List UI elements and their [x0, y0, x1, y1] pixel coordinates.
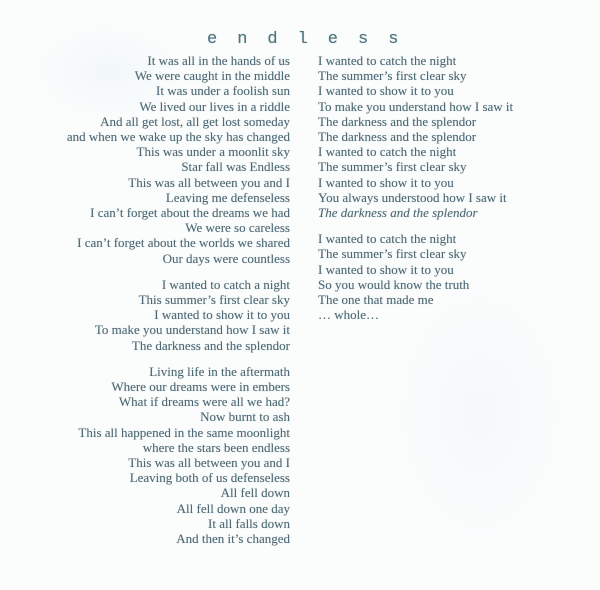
lyric-line: And then it’s changed: [176, 531, 290, 547]
lyric-line: The darkness and the splendor: [131, 337, 290, 353]
lyric-line: I wanted to show it to you: [318, 174, 454, 190]
lyric-line: Star fall was Endless: [181, 159, 290, 175]
lyric-line: and when we wake up the sky has changed: [66, 129, 290, 145]
lyric-line: I can’t forget about the worlds we shared: [77, 235, 290, 251]
lyric-line: The one that made me: [318, 292, 434, 308]
lyric-line: I can’t forget about the dreams we had: [90, 205, 290, 221]
lyric-line: Our days were countless: [162, 250, 290, 266]
lyric-line: I wanted to catch the night: [318, 53, 457, 68]
lyric-line: So you would know the truth: [318, 276, 470, 292]
lyric-line: To make you understand how I saw it: [94, 322, 290, 338]
lyric-line: The summer’s first clear sky: [318, 246, 467, 262]
lyric-line: The summer’s first clear sky: [318, 68, 467, 84]
lyric-line: I wanted to catch the night: [318, 231, 457, 247]
lyric-line: It was under a foolish sun: [156, 83, 290, 99]
lyrics-column-right: [318, 53, 590, 333]
lyric-line: I wanted to show it to you: [318, 261, 454, 277]
lyric-line: Leaving both of us defenseless: [129, 470, 290, 486]
lyrics-stanza: [20, 364, 290, 546]
lyric-line: All fell down: [220, 485, 290, 501]
lyric-line: All fell down one day: [176, 500, 290, 516]
lyric-line: This summer’s first clear sky: [138, 292, 290, 308]
lyric-line: I wanted to show it to you: [318, 83, 454, 99]
lyric-line: The darkness and the splendor: [318, 129, 477, 145]
lyric-line: Leaving me defenseless: [165, 189, 290, 205]
lyric-line: I wanted to catch the night: [318, 144, 457, 160]
page-title: endless: [207, 30, 419, 49]
lyrics-stanza: [318, 231, 590, 322]
lyric-line: I wanted to catch a night: [161, 276, 290, 292]
lyric-line: We were caught in the middle: [134, 68, 290, 84]
lyric-line: What if dreams were all we had?: [118, 394, 290, 410]
lyric-line: Where our dreams were in embers: [111, 379, 290, 395]
lyric-line: I wanted to show it to you: [154, 307, 290, 323]
lyric-line: We were so careless: [185, 220, 290, 236]
lyric-line: This was under a moonlit sky: [136, 144, 290, 160]
lyric-line: This all happened in the same moonlight: [78, 424, 290, 440]
lyrics-stanza: [20, 277, 290, 353]
lyric-line: It was all in the hands of us: [147, 53, 290, 68]
lyric-line: This was all between you and I: [128, 455, 290, 471]
lyrics-column-left: [20, 53, 290, 557]
lyric-line: Now burnt to ash: [200, 409, 290, 425]
lyrics-stanza: [318, 53, 590, 220]
lyric-line: You always understood how I saw it: [318, 189, 507, 205]
lyric-line: The darkness and the splendor: [318, 205, 478, 221]
lyrics-stanza: [20, 53, 290, 266]
lyric-line: The darkness and the splendor: [318, 113, 477, 129]
lyric-line: The summer’s first clear sky: [318, 159, 467, 175]
lyric-line: Living life in the aftermath: [149, 363, 290, 379]
lyric-line: We lived our lives in a riddle: [139, 98, 290, 114]
lyric-line: This was all between you and I: [128, 174, 290, 190]
lyric-line: And all get lost, all get lost someday: [100, 113, 290, 129]
lyric-line: where the stars been endless: [142, 439, 290, 455]
lyric-line: … whole…: [318, 307, 380, 323]
lyric-line: It all falls down: [208, 515, 290, 531]
lyric-line: To make you understand how I saw it: [318, 98, 514, 114]
